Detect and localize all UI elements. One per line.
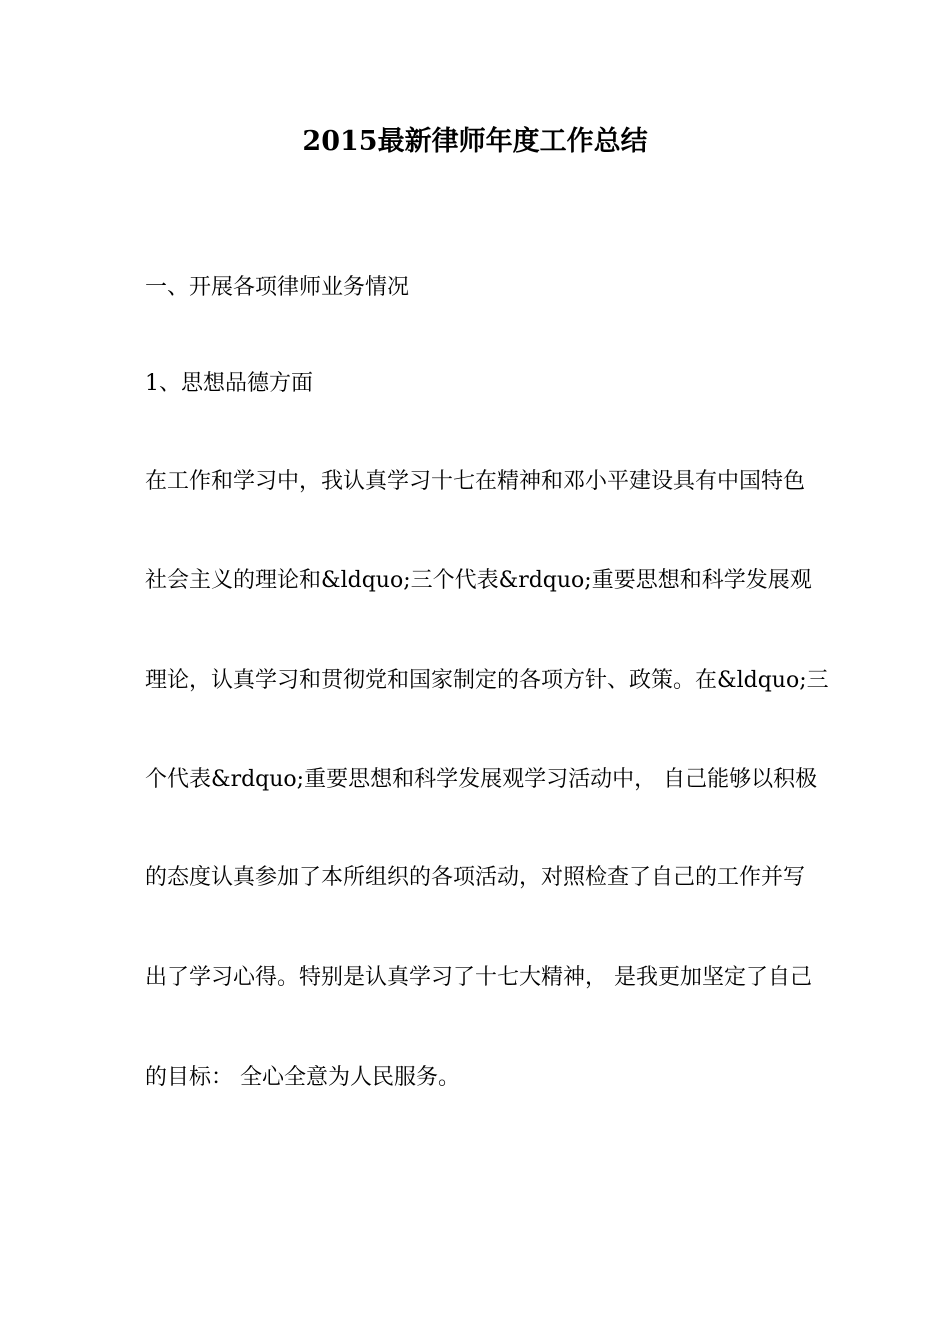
paragraph-line: 个代表&rdquo;重要思想和科学发展观学习活动中， 自己能够以积极	[145, 767, 818, 792]
paragraph-line: 理论，认真学习和贯彻党和国家制定的各项方针、政策。在&ldquo;三	[145, 668, 829, 693]
subsection-heading: 1、思想品德方面	[145, 371, 313, 396]
section-heading: 一、开展各项律师业务情况	[145, 275, 410, 300]
paragraph-line: 的目标： 全心全意为人民服务。	[145, 1065, 460, 1090]
paragraph-line: 在工作和学习中，我认真学习十七在精神和邓小平建设具有中国特色	[145, 469, 806, 494]
document-title: 2015最新律师年度工作总结	[302, 126, 648, 157]
paragraph-line: 的态度认真参加了本所组织的各项活动，对照检查了自己的工作并写	[145, 865, 806, 890]
paragraph-line: 社会主义的理论和&ldquo;三个代表&rdquo;重要思想和科学发展观	[145, 568, 812, 593]
paragraph-line: 出了学习心得。特别是认真学习了十七大精神， 是我更加坚定了自己	[145, 965, 812, 990]
